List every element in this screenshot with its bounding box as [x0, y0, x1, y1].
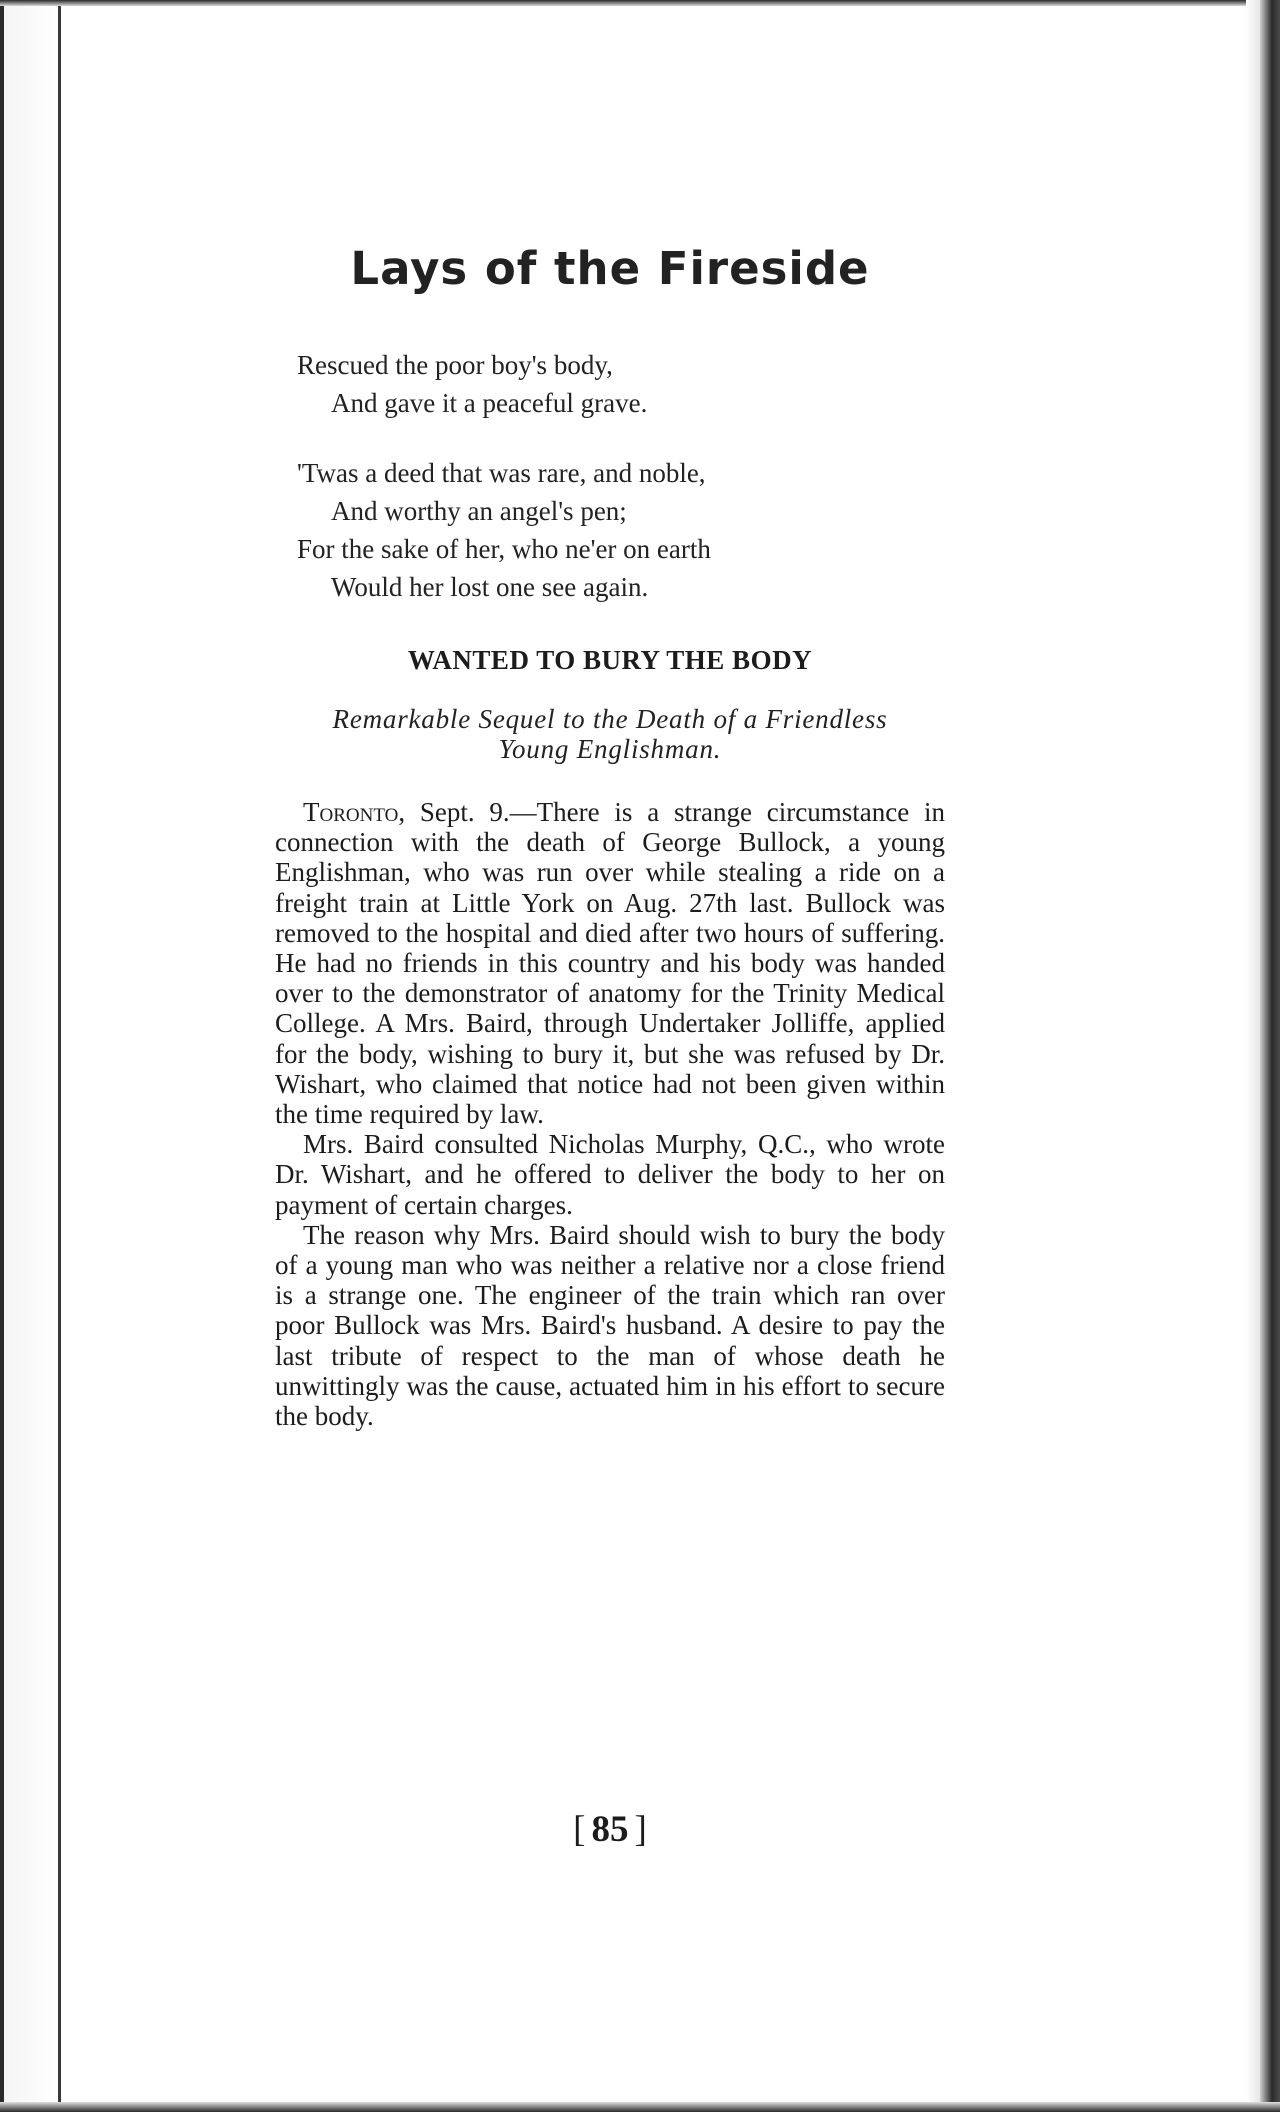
right-page-edge [1260, 0, 1280, 2112]
running-head: Lays of the Fireside [350, 242, 870, 295]
article-paragraph: The reason why Mrs. Baird should wish to bury the body of a young man who was neither a relative nor a close friend is a strange one. The engineer of the train which ran over poor Bullock was Mrs. Baird's husband. A desire to pay the last tribute of respect to the man of whose death he unwittingly was the cause, actuated him in his effort to secure the body. [275, 1219, 945, 1432]
poem-line: Rescued the poor boy's body, [297, 350, 613, 380]
page-number-close-bracket: ] [634, 1809, 647, 1850]
article-headline: WANTED TO BURY THE BODY [407, 645, 813, 675]
poem-line: And gave it a peaceful grave. [331, 388, 648, 418]
article-subhead [275, 704, 945, 764]
poem-line: Would her lost one see again. [331, 572, 649, 602]
article-dateline: Toronto [303, 797, 399, 827]
poem-line: And worthy an angel's pen; [331, 496, 627, 526]
article-body [275, 797, 945, 1431]
poem-stanza-1 [297, 346, 647, 422]
page-number-value: 85 [591, 1809, 629, 1850]
poem-stanza-2 [297, 454, 711, 606]
poem-line: For the sake of her, who ne'er on earth [297, 534, 711, 564]
page-number-open-bracket: [ [573, 1809, 586, 1850]
article-subhead-line: Young Englishman. [498, 734, 722, 764]
left-page-edge [0, 0, 4, 2112]
article-paragraph-text: , Sept. 9.—There is a strange circumstance in connection with the death of George Bullock, a young Englishman, who was run over while stealing a ride on a freight train at Little York on Aug. 27th last. Bullock was removed to the hospital and died after two hours of suffering. He had no friends in this country and his body was handed over to the demonstrator of anatomy for the Trinity Medical College. A Mrs. Baird, through Undertaker Jolliffe, applied for the body, wishing to bury it, but she was refused by Dr. Wishart, who claimed that notice had not been given within the time required by law. [275, 797, 945, 1130]
poem-line: 'Twas a deed that was rare, and noble, [297, 458, 706, 488]
page-number [275, 1808, 945, 1851]
top-page-edge [0, 0, 1280, 6]
gutter-line [58, 0, 61, 2112]
bottom-page-edge [0, 2102, 1280, 2112]
article-subhead-line: Remarkable Sequel to the Death of a Friendless [332, 704, 888, 734]
article-paragraph: Mrs. Baird consulted Nicholas Murphy, Q.C., who wrote Dr. Wishart, and he offered to deliver the body to her on payment of certain charges. [275, 1129, 945, 1220]
gutter-shade [4, 0, 58, 2112]
right-page-fold [1246, 0, 1260, 2112]
article-paragraph [275, 797, 945, 1129]
